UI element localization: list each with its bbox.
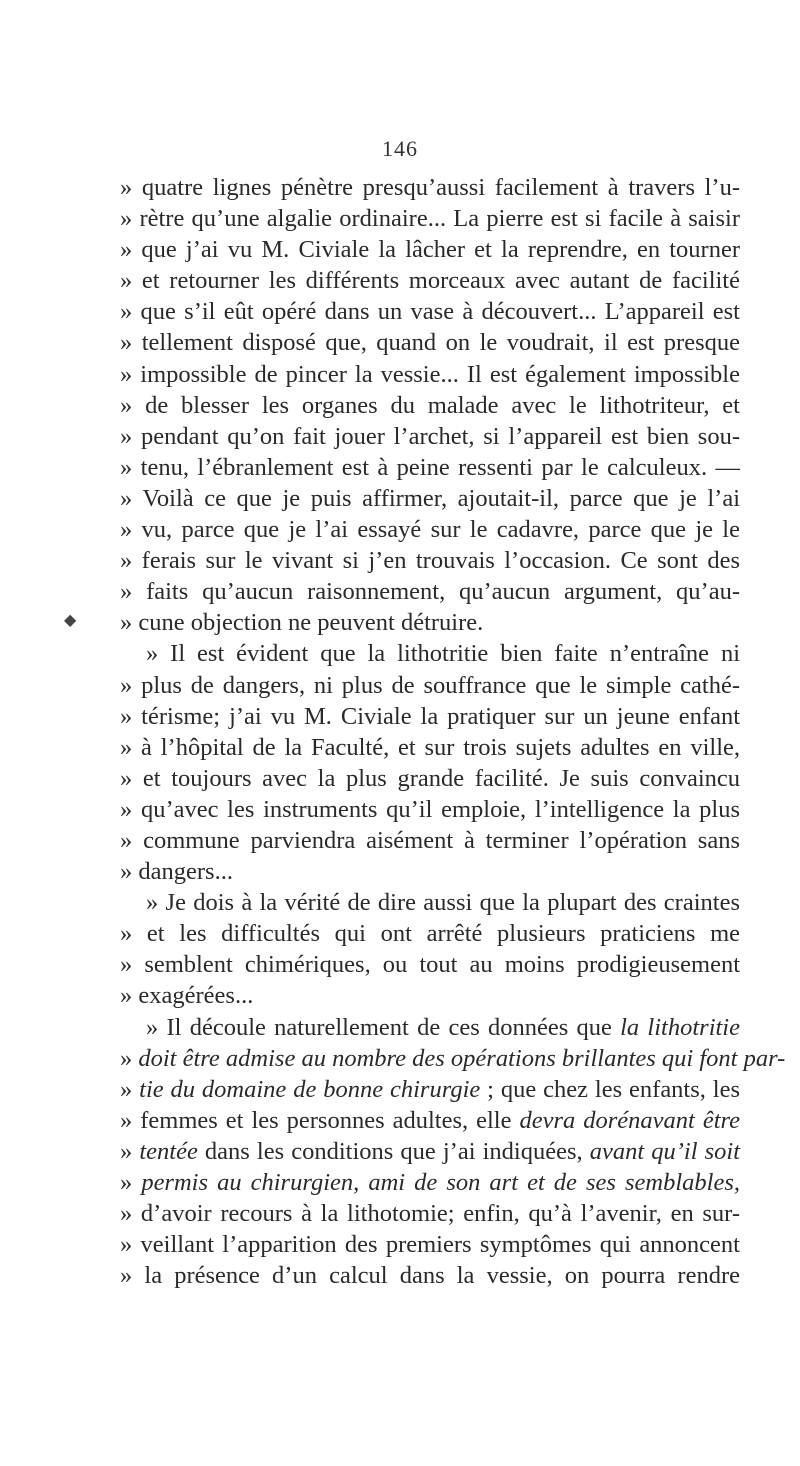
text-line (120, 1105, 740, 1136)
text-span: ; que chez les enfants, les (480, 1075, 741, 1103)
text-span: » cune objection ne peuvent détruire. (120, 609, 484, 637)
text-line (120, 856, 740, 887)
text-span: » et les difficultés qui ont arrêté plusieurs praticiens me (120, 920, 740, 948)
text-line (120, 825, 740, 856)
text-line (120, 794, 740, 825)
text-line (120, 234, 740, 265)
text-span: » d’avoir recours à la lithotomie; enfin, qu’à l’avenir, en sur- (120, 1200, 740, 1228)
text-line (120, 390, 740, 421)
text-span: » Je dois à la vérité de dire aussi que la plupart des craintes (146, 889, 740, 917)
italic-text: tentée (139, 1137, 198, 1165)
text-span: » dangers... (120, 858, 233, 886)
text-span: » ferais sur le vivant si j’en trouvais l’occasion. Ce sont des (120, 547, 740, 575)
text-span: » faits qu’aucun raisonnement, qu’aucun argument, qu’au- (120, 578, 740, 606)
text-span: » quatre lignes pénètre presqu’aussi facilement à travers l’u- (120, 174, 740, 201)
text-line (120, 1260, 740, 1291)
text-span: » exagérées... (120, 982, 254, 1010)
text-span: » plus de dangers, ni plus de souffrance que le simple cathé- (120, 671, 740, 699)
text-line (120, 545, 740, 576)
text-line (120, 607, 740, 638)
text-span: » femmes et les personnes adultes, elle (120, 1106, 520, 1134)
body-text (120, 172, 786, 1291)
text-line (120, 514, 740, 545)
text-span: » veillant l’apparition des premiers symptômes qui annoncent (120, 1231, 740, 1259)
text-line (120, 732, 740, 763)
text-span: » pendant qu’on fait jouer l’archet, si l’appareil est bien sou- (120, 422, 740, 450)
text-span: » que j’ai vu M. Civiale la lâcher et la reprendre, en tourner (120, 236, 740, 264)
text-span: » (120, 1044, 139, 1072)
text-span: » térisme; j’ai vu M. Civiale la pratiquer sur un jeune enfant (120, 702, 740, 730)
text-line (120, 980, 740, 1011)
text-span: » Il découle naturellement de ces données que (146, 1013, 621, 1041)
text-span: » tellement disposé que, quand on le voudrait, il est presque (120, 329, 740, 357)
text-line (120, 949, 740, 980)
text-span: » (120, 1075, 140, 1103)
text-span: » commune parviendra aisément à terminer l’opération sans (120, 826, 740, 854)
text-span: » (120, 1169, 142, 1196)
italic-text: doit être admise au nombre des opérations brillantes qui font par- (138, 1044, 786, 1072)
text-line (120, 452, 740, 483)
text-line (120, 1074, 740, 1105)
text-line (120, 918, 740, 949)
text-line (120, 359, 740, 390)
text-span: » semblent chimériques, ou tout au moins prodigieusement (120, 951, 740, 979)
text-line (120, 172, 740, 203)
text-span: » la présence d’un calcul dans la vessie, on pourra rendre (120, 1262, 740, 1290)
text-line (120, 1229, 740, 1260)
text-span: » vu, parce que je l’ai essayé sur le cadavre, parce que je le (120, 516, 740, 544)
text-line (120, 1167, 740, 1198)
italic-text: tie du domaine de bonne chirurgie (139, 1075, 481, 1103)
italic-text: permis au chirurgien, ami de son art et de ses semblables, (141, 1169, 740, 1196)
page-number: 146 (382, 136, 418, 161)
text-line (120, 1012, 740, 1043)
text-line (120, 203, 740, 234)
text-line (120, 1043, 786, 1074)
text-span: » et retourner les différents morceaux avec autant de facilité (120, 267, 740, 295)
text-line (120, 670, 740, 701)
text-line (120, 421, 740, 452)
text-span: » que s’il eût opéré dans un vase à découvert... L’appareil est (120, 298, 740, 326)
text-line (120, 701, 740, 732)
italic-text: avant qu’il soit (589, 1137, 740, 1165)
text-line (120, 1198, 740, 1229)
margin-mark: ◆ (64, 612, 77, 629)
text-span: dans les conditions que j’ai indiquées, (197, 1137, 590, 1165)
text-line (120, 576, 740, 607)
text-span: » Voilà ce que je puis affirmer, ajoutait-il, parce que je l’ai (120, 484, 740, 512)
text-span: » à l’hôpital de la Faculté, et sur trois sujets adultes en ville, (120, 733, 740, 761)
italic-text: devra dorénavant être (519, 1106, 740, 1134)
text-line (120, 265, 740, 296)
italic-text: la lithotritie (620, 1013, 740, 1041)
text-span: » impossible de pincer la vessie... Il est également impossible (120, 360, 740, 388)
text-line (120, 638, 740, 669)
text-span: » rètre qu’une algalie ordinaire... La pierre est si facile à saisir (120, 205, 740, 233)
text-span: » Il est évident que la lithotritie bien faite n’entraîne ni (146, 640, 740, 668)
text-span: » tenu, l’ébranlement est à peine ressenti par le calculeux. — (120, 453, 740, 481)
text-line (120, 483, 740, 514)
text-line (120, 327, 740, 358)
text-line (120, 296, 740, 327)
text-span: » et toujours avec la plus grande facilité. Je suis convaincu (120, 764, 740, 792)
text-span: » de blesser les organes du malade avec le lithotriteur, et (120, 391, 740, 419)
text-span: » qu’avec les instruments qu’il emploie, l’intelligence la plus (120, 795, 740, 823)
text-line (120, 763, 740, 794)
text-line (120, 1136, 740, 1167)
text-span: » (120, 1137, 140, 1165)
text-line (120, 887, 740, 918)
